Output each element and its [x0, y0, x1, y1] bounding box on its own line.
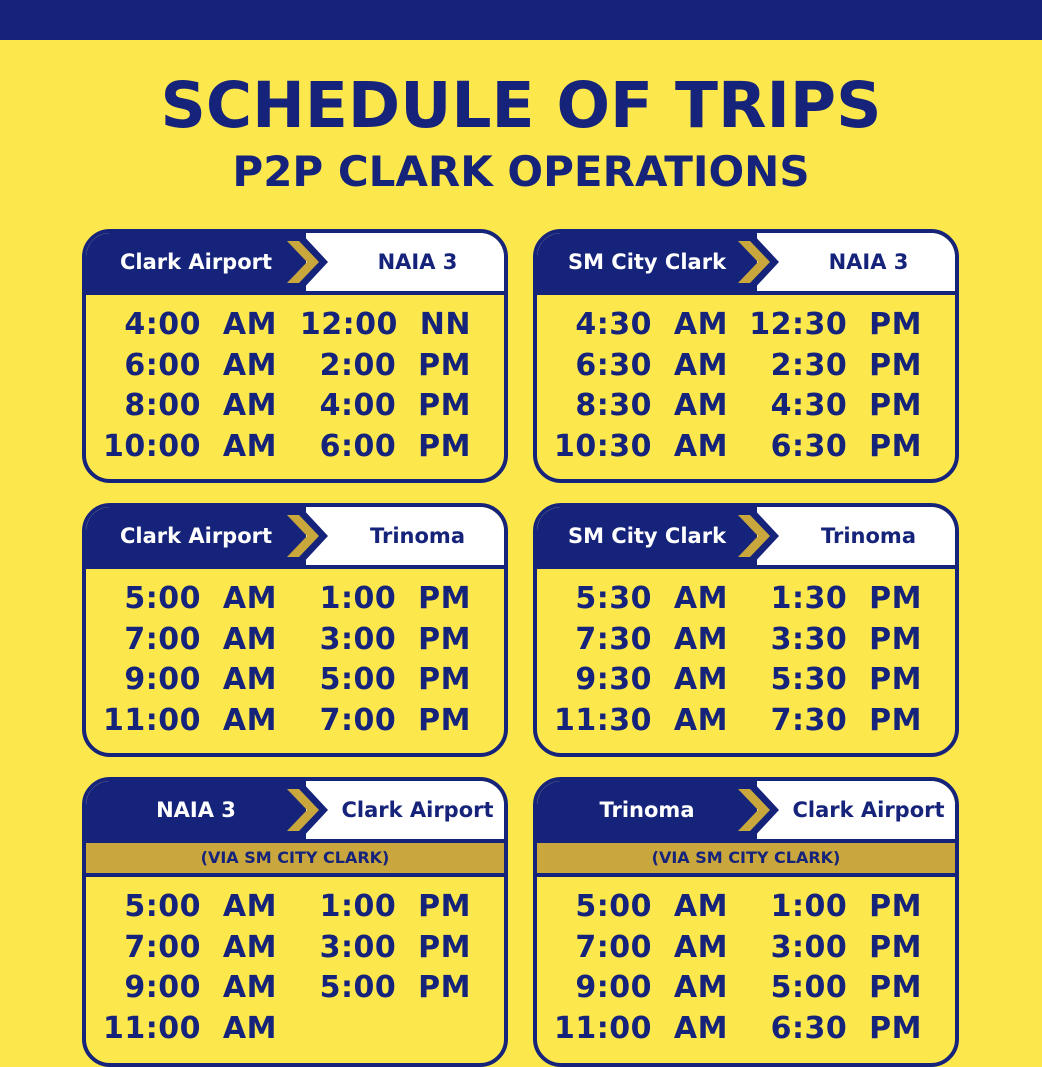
departure-time: 7:00 AM: [124, 621, 277, 657]
page-title: SCHEDULE OF TRIPS: [160, 69, 882, 142]
top-banner-bar: [0, 0, 1042, 40]
afternoon-column: [277, 887, 471, 1009]
departure-time: 6:30 PM: [770, 1010, 922, 1046]
departure-time: 7:30 AM: [575, 621, 728, 657]
chevron-right-icon: [732, 507, 784, 565]
route-header: [537, 507, 955, 569]
route-origin: SM City Clark: [537, 507, 757, 565]
departure-time: 5:00 PM: [319, 970, 471, 1005]
afternoon-column: [728, 887, 922, 1049]
via-note: (VIA SM CITY CLARK): [86, 843, 504, 877]
morning-column: [86, 579, 277, 741]
departure-time: 1:00 PM: [319, 889, 471, 924]
departure-time: 3:00 PM: [770, 929, 922, 965]
chevron-right-icon: [281, 781, 333, 839]
departure-time: 4:00 AM: [124, 307, 277, 342]
route-origin: Clark Airport: [86, 233, 306, 291]
route-origin: Clark Airport: [86, 507, 306, 565]
departure-time: 10:00 AM: [103, 428, 277, 464]
afternoon-column: [728, 305, 922, 467]
departure-time: 7:00 AM: [124, 929, 277, 965]
via-note: (VIA SM CITY CLARK): [537, 843, 955, 877]
morning-column: [537, 579, 728, 741]
route-header: [86, 781, 504, 843]
route-destination: NAIA 3: [377, 250, 458, 274]
departure-time: 6:30 AM: [575, 347, 728, 383]
chevron-right-icon: [281, 233, 333, 291]
morning-column: [537, 305, 728, 467]
departure-time: 2:00 PM: [319, 347, 471, 383]
departure-time: 8:30 AM: [575, 388, 728, 423]
departure-time: 6:00 PM: [319, 428, 471, 464]
departure-time: 1:00 PM: [770, 889, 922, 924]
departure-time: 1:30 PM: [770, 581, 922, 616]
departure-time: 9:00 AM: [124, 662, 277, 697]
route-header: [537, 781, 955, 843]
morning-column: [86, 887, 277, 1049]
departure-time: 9:00 AM: [124, 970, 277, 1005]
route-origin: Trinoma: [537, 781, 757, 839]
afternoon-column: [728, 579, 922, 741]
departure-time: 7:30 PM: [770, 702, 922, 738]
route-header: [86, 507, 504, 569]
departure-time: 7:00 PM: [319, 702, 471, 738]
departure-time: 4:00 PM: [319, 388, 471, 423]
chevron-right-icon: [732, 233, 784, 291]
route-destination: Clark Airport: [341, 798, 494, 822]
departure-time: 3:00 PM: [319, 621, 471, 657]
morning-column: [537, 887, 728, 1049]
route-header: [86, 233, 504, 295]
departure-time: 12:30 PM: [749, 307, 922, 342]
route-card: [533, 503, 959, 757]
departure-time: 1:00 PM: [319, 581, 471, 616]
departure-time: 5:00 PM: [770, 970, 922, 1005]
route-card: [82, 229, 508, 483]
route-card: [533, 229, 959, 483]
departure-time: 3:00 PM: [319, 929, 471, 965]
route-origin: NAIA 3: [86, 781, 306, 839]
route-origin: SM City Clark: [537, 233, 757, 291]
departure-time: 5:30 PM: [770, 662, 922, 697]
departure-time: 4:30 AM: [575, 307, 728, 342]
departure-time: 5:30 AM: [575, 581, 728, 616]
departure-time: 6:00 AM: [124, 347, 277, 383]
chevron-right-icon: [732, 781, 784, 839]
departure-time: 3:30 PM: [770, 621, 922, 657]
departure-time: 2:30 PM: [770, 347, 922, 383]
departure-time: 9:30 AM: [575, 662, 728, 697]
departure-time: 10:30 AM: [554, 428, 728, 464]
departure-time: 4:30 PM: [770, 388, 922, 423]
departure-time: 5:00 PM: [319, 662, 471, 697]
route-destination: Clark Airport: [792, 798, 945, 822]
page-subtitle: P2P CLARK OPERATIONS: [232, 147, 810, 196]
departure-time: 11:00 AM: [554, 1010, 728, 1046]
departure-time: 5:00 AM: [575, 889, 728, 924]
departure-time: 5:00 AM: [124, 581, 277, 616]
departure-time: 12:00 NN: [299, 307, 471, 342]
departure-time: 11:30 AM: [554, 702, 728, 738]
route-card: [533, 777, 959, 1067]
departure-time: 9:00 AM: [575, 970, 728, 1005]
route-destination: Trinoma: [820, 524, 916, 548]
route-destination: NAIA 3: [828, 250, 909, 274]
departure-time: 11:00 AM: [103, 1010, 277, 1046]
morning-column: [86, 305, 277, 467]
departure-time: 8:00 AM: [124, 388, 277, 423]
afternoon-column: [277, 579, 471, 741]
route-card: [82, 503, 508, 757]
departure-time: 5:00 AM: [124, 889, 277, 924]
route-destination: Trinoma: [369, 524, 465, 548]
departure-time: 11:00 AM: [103, 702, 277, 738]
chevron-right-icon: [281, 507, 333, 565]
departure-time: 7:00 AM: [575, 929, 728, 965]
departure-time: 6:30 PM: [770, 428, 922, 464]
route-header: [537, 233, 955, 295]
afternoon-column: [277, 305, 471, 467]
route-card: [82, 777, 508, 1067]
